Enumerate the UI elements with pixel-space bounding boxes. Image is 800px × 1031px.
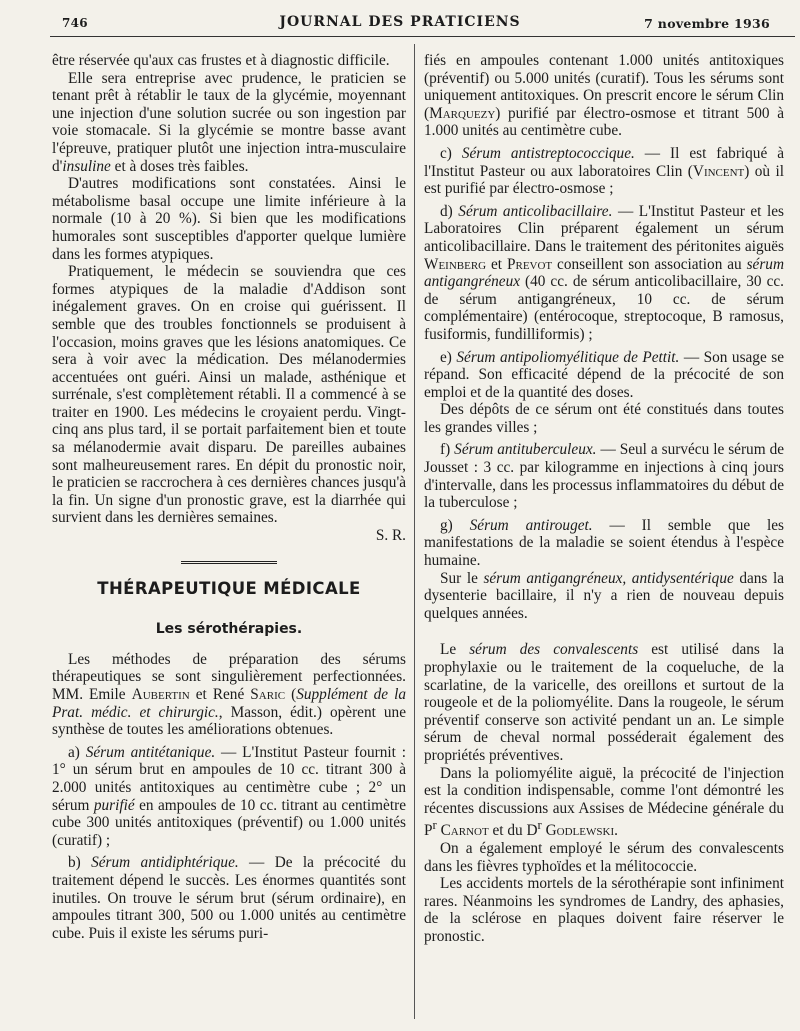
paragraph: Elle sera entreprise avec prudence, le praticien se tenant prêt à rétablir le taux de la glycémie, moyennant une injection d'une solution sucrée ou son ingestion par voie stomacale. Si la glycémie se montre basse avant l'épreuve, pratiquer plutôt une injection intra-musculaire d'insuline et à doses très faibles. [52, 69, 406, 175]
issue-date: 7 novembre 1936 [644, 16, 770, 31]
paragraph: Les méthodes de préparation des sérums thérapeutiques se sont singulièrement perfectionnées. MM. Emile Aubertin et René Saric (Supplément de la Prat. médic. et chirurgic., Masson, édit.) opèrent une synthèse de toutes les améliorations obtenues. [52, 650, 406, 739]
author-signature: S. R. [375, 527, 406, 545]
paragraph: c) Sérum antistreptococcique. — Il est fabriqué à l'Institut Pasteur ou aux laboratoires Clin (Vincent) où il est purifié par électro-osmose ; [424, 144, 784, 198]
column-divider [414, 44, 415, 1019]
paragraph: D'autres modifications sont constatées. Ainsi le métabolisme basal occupe une limite inférieure à la normale (10 à 20 %). Si bien que les modifications humorales sont susceptibles d'apporter quelque lumière dans les formes atypiques. [52, 175, 406, 263]
journal-title: JOURNAL DES PRATICIENS [279, 14, 521, 30]
paragraph: e) Sérum antipoliomyélitique de Pettit. — Son usage se répand. Son efficacité dépend de la précocité de son emploi et de la quantité des doses. [424, 348, 784, 401]
paragraph: être réservée qu'aux cas frustes et à diagnostic difficile. [52, 52, 390, 69]
left-column [52, 52, 406, 942]
paragraph: d) Sérum anticolibacillaire. — L'Institut Pasteur et les Laboratoires Clin préparent également un sérum anticolibacillaire. Dans le traitement des péritonites aiguës Weinberg et Prevot conseillent son association au sérum antigangréneux (40 cc. de sérum anticolibacillaire, 30 cc. de sérum antigangréneux, 10 cc. de sérum complémentaire) (entérocoque, streptocoque, B ramosus, fusiformis, fundilliformis) ; [424, 202, 784, 343]
paragraph: f) Sérum antituberculeux. — Seul a survécu le sérum de Jousset : 3 cc. par kilogramme en injections à cinq jours d'intervalle, dans les processus inflammatoires du début de la tuberculose ; [424, 441, 785, 512]
paragraph: Des dépôts de ce sérum ont été constitués dans toutes les grandes villes ; [424, 401, 784, 436]
paragraph: b) Sérum antidiphtérique. — De la précocité du traitement dépend le succès. Les énormes quantités sont inutiles. On trouve le sérum brut (sérum ordinaire), en ampoules titrant 300, 500 ou 1.000 unités au centimètre cube. Puis il existe les sérums puri- [52, 854, 406, 942]
paragraph: fiés en ampoules contenant 1.000 unités antitoxiques (préventif) ou 5.000 unités (curatif). Tous les sérums sont uniquement antitoxiques. On prescrit encore le sérum Clin (Marquezy) purifié par électro-osmose et titrant 500 à 1.000 unités au centimètre cube. [424, 52, 784, 140]
paragraph: Dans la poliomyélite aiguë, la précocité de l'injection est la condition indispensable, comme l'ont démontré les récentes discussions aux Assises de Médecine générale du $P^r$ Carnot et du $D^r$ Godlewski. [424, 764, 784, 840]
section-separator [181, 561, 277, 564]
paragraph: Pratiquement, le médecin se souviendra que ces formes atypiques de la maladie d'Addison sont inégalement graves. On en croise qui guérissent. Il semble que des troubles fonctionnels se produisent à l'occasion, moins graves que les lésions anatomiques. Ce sera à voir avec la médication. Des mélanodermies accentuées ont guéri. Ainsi un malade, asthénique et surrénale, s'est complètement rétabli. Il a commencé à se traiter en 1900. Les médecins le croyaient perdu. Vingt-cinq ans plus tard, il se portait parfaitement bien et toute sa mélanodermie avait disparu. De pareilles aubaines sont malheureusement rares. En dépit du pronostic noir, le praticien se raccrochera à ces dernières chances jusqu'à la fin. Un signe d'un pronostic grave, est la diarrhée qui survient dans les dernières semaines. [52, 263, 406, 527]
paragraph: Le sérum des convalescents est utilisé dans la prophylaxie ou le traitement de la coqueluche, de la scarlatine, de la varicelle, des oreillons et surtout de la rougeole et de la poliomyélite. Dans la rougeole, le sérum préventif conserve son activité pendant un an. Le simple sérum de cheval normal posséderait également des propriétés préventives. [424, 641, 784, 764]
page-header [0, 12, 800, 34]
paragraph: a) Sérum antitétanique. — L'Institut Pasteur fournit : 1° un sérum brut en ampoules de 10 cc. titrant 300 à 2.000 unités antitoxiques au centimètre cube ; 2° un sérum purifié en ampoules de 10 cc. titrant au centimètre cube 300 unités antitoxiques (préventif) ou 1.000 unités (curatif) ; [52, 743, 406, 849]
article-subtitle: Les sérothérapies. [155, 621, 303, 638]
right-column [424, 52, 784, 946]
header-rule [50, 36, 795, 37]
paragraph: g) Sérum antirouget. — Il semble que les manifestations de la maladie se soient étendus à l'espèce humaine. [424, 516, 784, 570]
paragraph: Sur le sérum antigangréneux, antidysentérique dans la dysenterie bacillaire, il n'y a rien de nouveau depuis quelques années. [424, 569, 784, 622]
page-number: 746 [62, 16, 88, 30]
paragraph: On a également employé le sérum des convalescents dans les fièvres typhoïdes et la mélitococcie. [424, 840, 784, 875]
section-title: THÉRAPEUTIQUE MÉDICALE [97, 578, 361, 598]
paragraph: Les accidents mortels de la sérothérapie sont infiniment rares. Néanmoins les syndromes de Landry, des aphasies, de la sclérose en plaques doivent faire réserver le pronostic. [424, 875, 784, 945]
